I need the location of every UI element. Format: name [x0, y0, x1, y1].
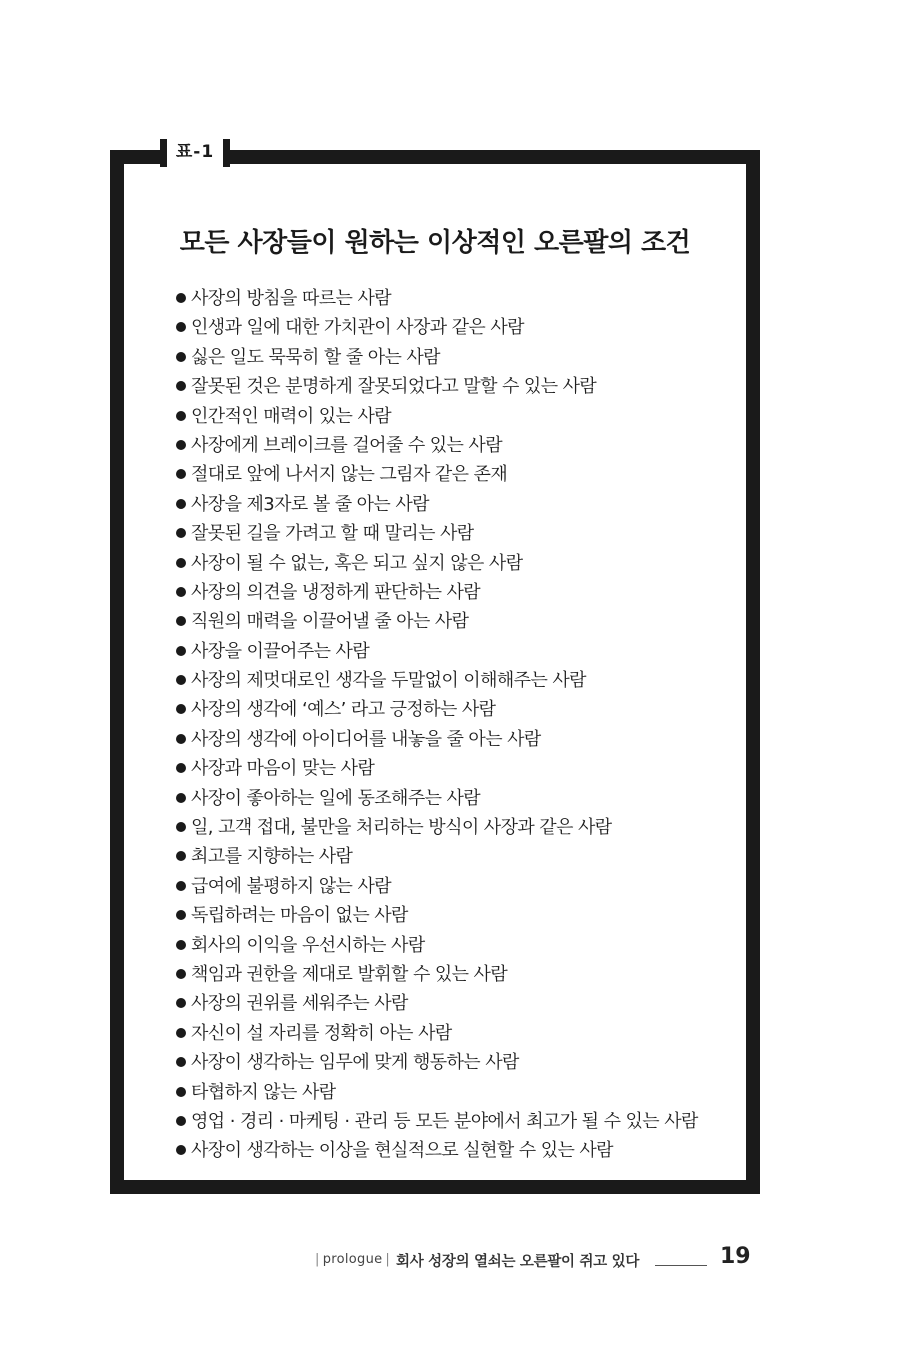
page-footer — [300, 1244, 760, 1274]
list-item-text: 책임과 권한을 제대로 발휘할 수 있는 사람 — [191, 963, 508, 985]
bullet-icon — [176, 704, 186, 714]
bullet-icon — [176, 293, 186, 303]
list-item-text: 사장이 좋아하는 일에 동조해주는 사람 — [191, 787, 481, 809]
list-item — [176, 784, 698, 813]
bullet-icon — [176, 499, 186, 509]
footer-chapter-title: 회사 성장의 열쇠는 오른팔이 쥐고 있다 — [396, 1254, 640, 1270]
list-item — [176, 725, 698, 754]
list-item — [176, 813, 698, 842]
list-item-text: 사장의 권위를 세워주는 사람 — [191, 993, 408, 1015]
bullet-icon — [176, 793, 186, 803]
bullet-icon — [176, 1028, 186, 1038]
list-item-text: 타협하지 않는 사람 — [191, 1081, 336, 1103]
bullet-icon — [176, 1116, 186, 1126]
bullet-icon — [176, 469, 186, 479]
list-item — [176, 754, 698, 783]
list-item-text: 잘못된 것은 분명하게 잘못되었다고 말할 수 있는 사람 — [191, 376, 597, 398]
bullet-icon — [176, 851, 186, 861]
bullet-icon — [176, 822, 186, 832]
bullet-icon — [176, 675, 186, 685]
list-item-text: 사장이 생각하는 이상을 현실적으로 실현할 수 있는 사람 — [191, 1140, 613, 1162]
footer-rule — [655, 1265, 707, 1266]
bullet-icon — [176, 1087, 186, 1097]
list-item — [176, 549, 698, 578]
bullet-icon — [176, 734, 186, 744]
list-item-text: 급여에 불평하지 않는 사람 — [191, 875, 392, 897]
bullet-icon — [176, 1145, 186, 1155]
list-item — [176, 989, 698, 1018]
bullet-icon — [176, 646, 186, 656]
table-label: 표-1 — [160, 139, 230, 167]
list-item — [176, 1019, 698, 1048]
bullet-icon — [176, 352, 186, 362]
list-item — [176, 519, 698, 548]
list-item — [176, 666, 698, 695]
list-item-text: 사장의 생각에 아이디어를 내놓을 줄 아는 사람 — [191, 728, 541, 750]
bullet-icon — [176, 381, 186, 391]
list-item — [176, 695, 698, 724]
list-item-text: 일, 고객 접대, 불만을 처리하는 방식이 사장과 같은 사람 — [191, 817, 612, 839]
list-item — [176, 637, 698, 666]
list-item-text: 직원의 매력을 이끌어낼 줄 아는 사람 — [191, 611, 469, 633]
list-item-text: 최고를 지향하는 사람 — [191, 846, 353, 868]
list-item-text: 잘못된 길을 가려고 할 때 말리는 사람 — [191, 523, 474, 545]
list-item-text: 인간적인 매력이 있는 사람 — [191, 405, 392, 427]
bullet-icon — [176, 763, 186, 773]
list-item — [176, 1078, 698, 1107]
list-item — [176, 607, 698, 636]
condition-list — [176, 284, 698, 1166]
list-item-text: 사장이 생각하는 임무에 맞게 행동하는 사람 — [191, 1052, 519, 1074]
list-item — [176, 872, 698, 901]
table-frame — [110, 150, 760, 1194]
bullet-icon — [176, 910, 186, 920]
list-item-text: 사장의 생각에 ‘예스’ 라고 긍정하는 사람 — [191, 699, 496, 721]
footer-section: | prologue | — [315, 1252, 391, 1267]
page-number: 19 — [720, 1244, 751, 1269]
list-item — [176, 842, 698, 871]
list-item-text: 사장을 이끌어주는 사람 — [191, 640, 370, 662]
list-item — [176, 901, 698, 930]
bullet-icon — [176, 558, 186, 568]
bullet-icon — [176, 528, 186, 538]
bullet-icon — [176, 440, 186, 450]
list-item — [176, 460, 698, 489]
list-item — [176, 960, 698, 989]
bullet-icon — [176, 322, 186, 332]
list-item — [176, 1136, 698, 1165]
list-item — [176, 402, 698, 431]
list-item — [176, 431, 698, 460]
list-item-text: 싫은 일도 묵묵히 할 줄 아는 사람 — [191, 346, 440, 368]
bullet-icon — [176, 616, 186, 626]
footer-section-label: prologue — [322, 1252, 383, 1267]
list-item — [176, 372, 698, 401]
list-item-text: 사장의 제멋대로인 생각을 두말없이 이해해주는 사람 — [191, 670, 586, 692]
list-item — [176, 490, 698, 519]
list-item-text: 영업 · 경리 · 마케팅 · 관리 등 모든 분야에서 최고가 될 수 있는 사람 — [191, 1110, 698, 1132]
list-item-text: 사장에게 브레이크를 걸어줄 수 있는 사람 — [191, 434, 503, 456]
list-item — [176, 578, 698, 607]
list-item-text: 절대로 앞에 나서지 않는 그림자 같은 존재 — [191, 464, 508, 486]
bullet-icon — [176, 969, 186, 979]
list-item-text: 자신이 설 자리를 정확히 아는 사람 — [191, 1022, 452, 1044]
bullet-icon — [176, 881, 186, 891]
list-item — [176, 284, 698, 313]
list-item — [176, 1107, 698, 1136]
table-title: 모든 사장들이 원하는 이상적인 오른팔의 조건 — [179, 228, 691, 258]
list-item — [176, 1048, 698, 1077]
list-item-text: 사장이 될 수 없는, 혹은 되고 싶지 않은 사람 — [191, 552, 523, 574]
list-item-text: 사장의 방침을 따르는 사람 — [191, 288, 392, 309]
list-item-text: 회사의 이익을 우선시하는 사람 — [191, 934, 425, 956]
bullet-icon — [176, 998, 186, 1008]
list-item-text: 사장과 마음이 맞는 사람 — [191, 758, 375, 780]
bullet-icon — [176, 411, 186, 421]
list-item-text: 사장의 의견을 냉정하게 판단하는 사람 — [191, 581, 481, 603]
bullet-icon — [176, 587, 186, 597]
list-item-text: 인생과 일에 대한 가치관이 사장과 같은 사람 — [191, 317, 524, 339]
bullet-icon — [176, 940, 186, 950]
list-item-text: 독립하려는 마음이 없는 사람 — [191, 905, 408, 927]
list-item — [176, 313, 698, 342]
list-item — [176, 931, 698, 960]
bullet-icon — [176, 1057, 186, 1067]
list-item — [176, 343, 698, 372]
list-item-text: 사장을 제3자로 볼 줄 아는 사람 — [191, 493, 429, 515]
